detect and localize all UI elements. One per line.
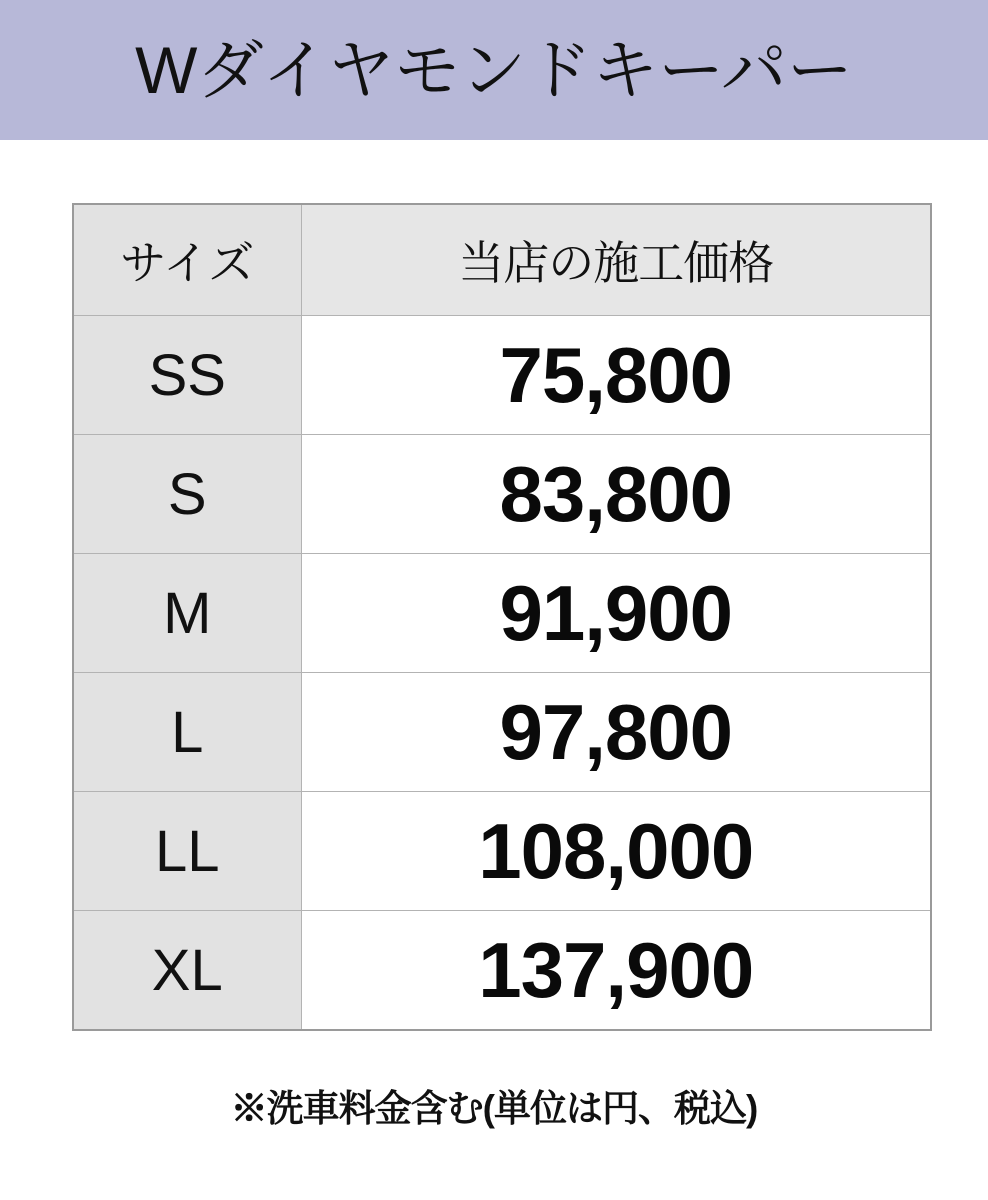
header-band — [0, 0, 988, 140]
price-cell: 97,800 — [301, 673, 931, 792]
table-row — [73, 911, 931, 1031]
size-cell: L — [73, 673, 301, 792]
price-cell: 137,900 — [301, 911, 931, 1031]
table-row — [73, 792, 931, 911]
size-cell: S — [73, 435, 301, 554]
table-row — [73, 554, 931, 673]
price-cell: 108,000 — [301, 792, 931, 911]
price-cell: 75,800 — [301, 316, 931, 435]
table-row — [73, 673, 931, 792]
table-row — [73, 435, 931, 554]
table-row — [73, 316, 931, 435]
page-title: Wダイヤモンドキーパー — [135, 33, 853, 107]
price-table — [72, 203, 932, 1031]
price-cell: 91,900 — [301, 554, 931, 673]
footnote-text: ※洗車料金含む(単位は円、税込) — [230, 1088, 758, 1129]
size-cell: SS — [73, 316, 301, 435]
price-cell: 83,800 — [301, 435, 931, 554]
price-table-container — [72, 203, 932, 1031]
table-header-row — [73, 204, 931, 316]
column-header-price: 当店の施工価格 — [301, 204, 931, 316]
column-header-size: サイズ — [73, 204, 301, 316]
size-cell: LL — [73, 792, 301, 911]
size-cell: XL — [73, 911, 301, 1031]
size-cell: M — [73, 554, 301, 673]
